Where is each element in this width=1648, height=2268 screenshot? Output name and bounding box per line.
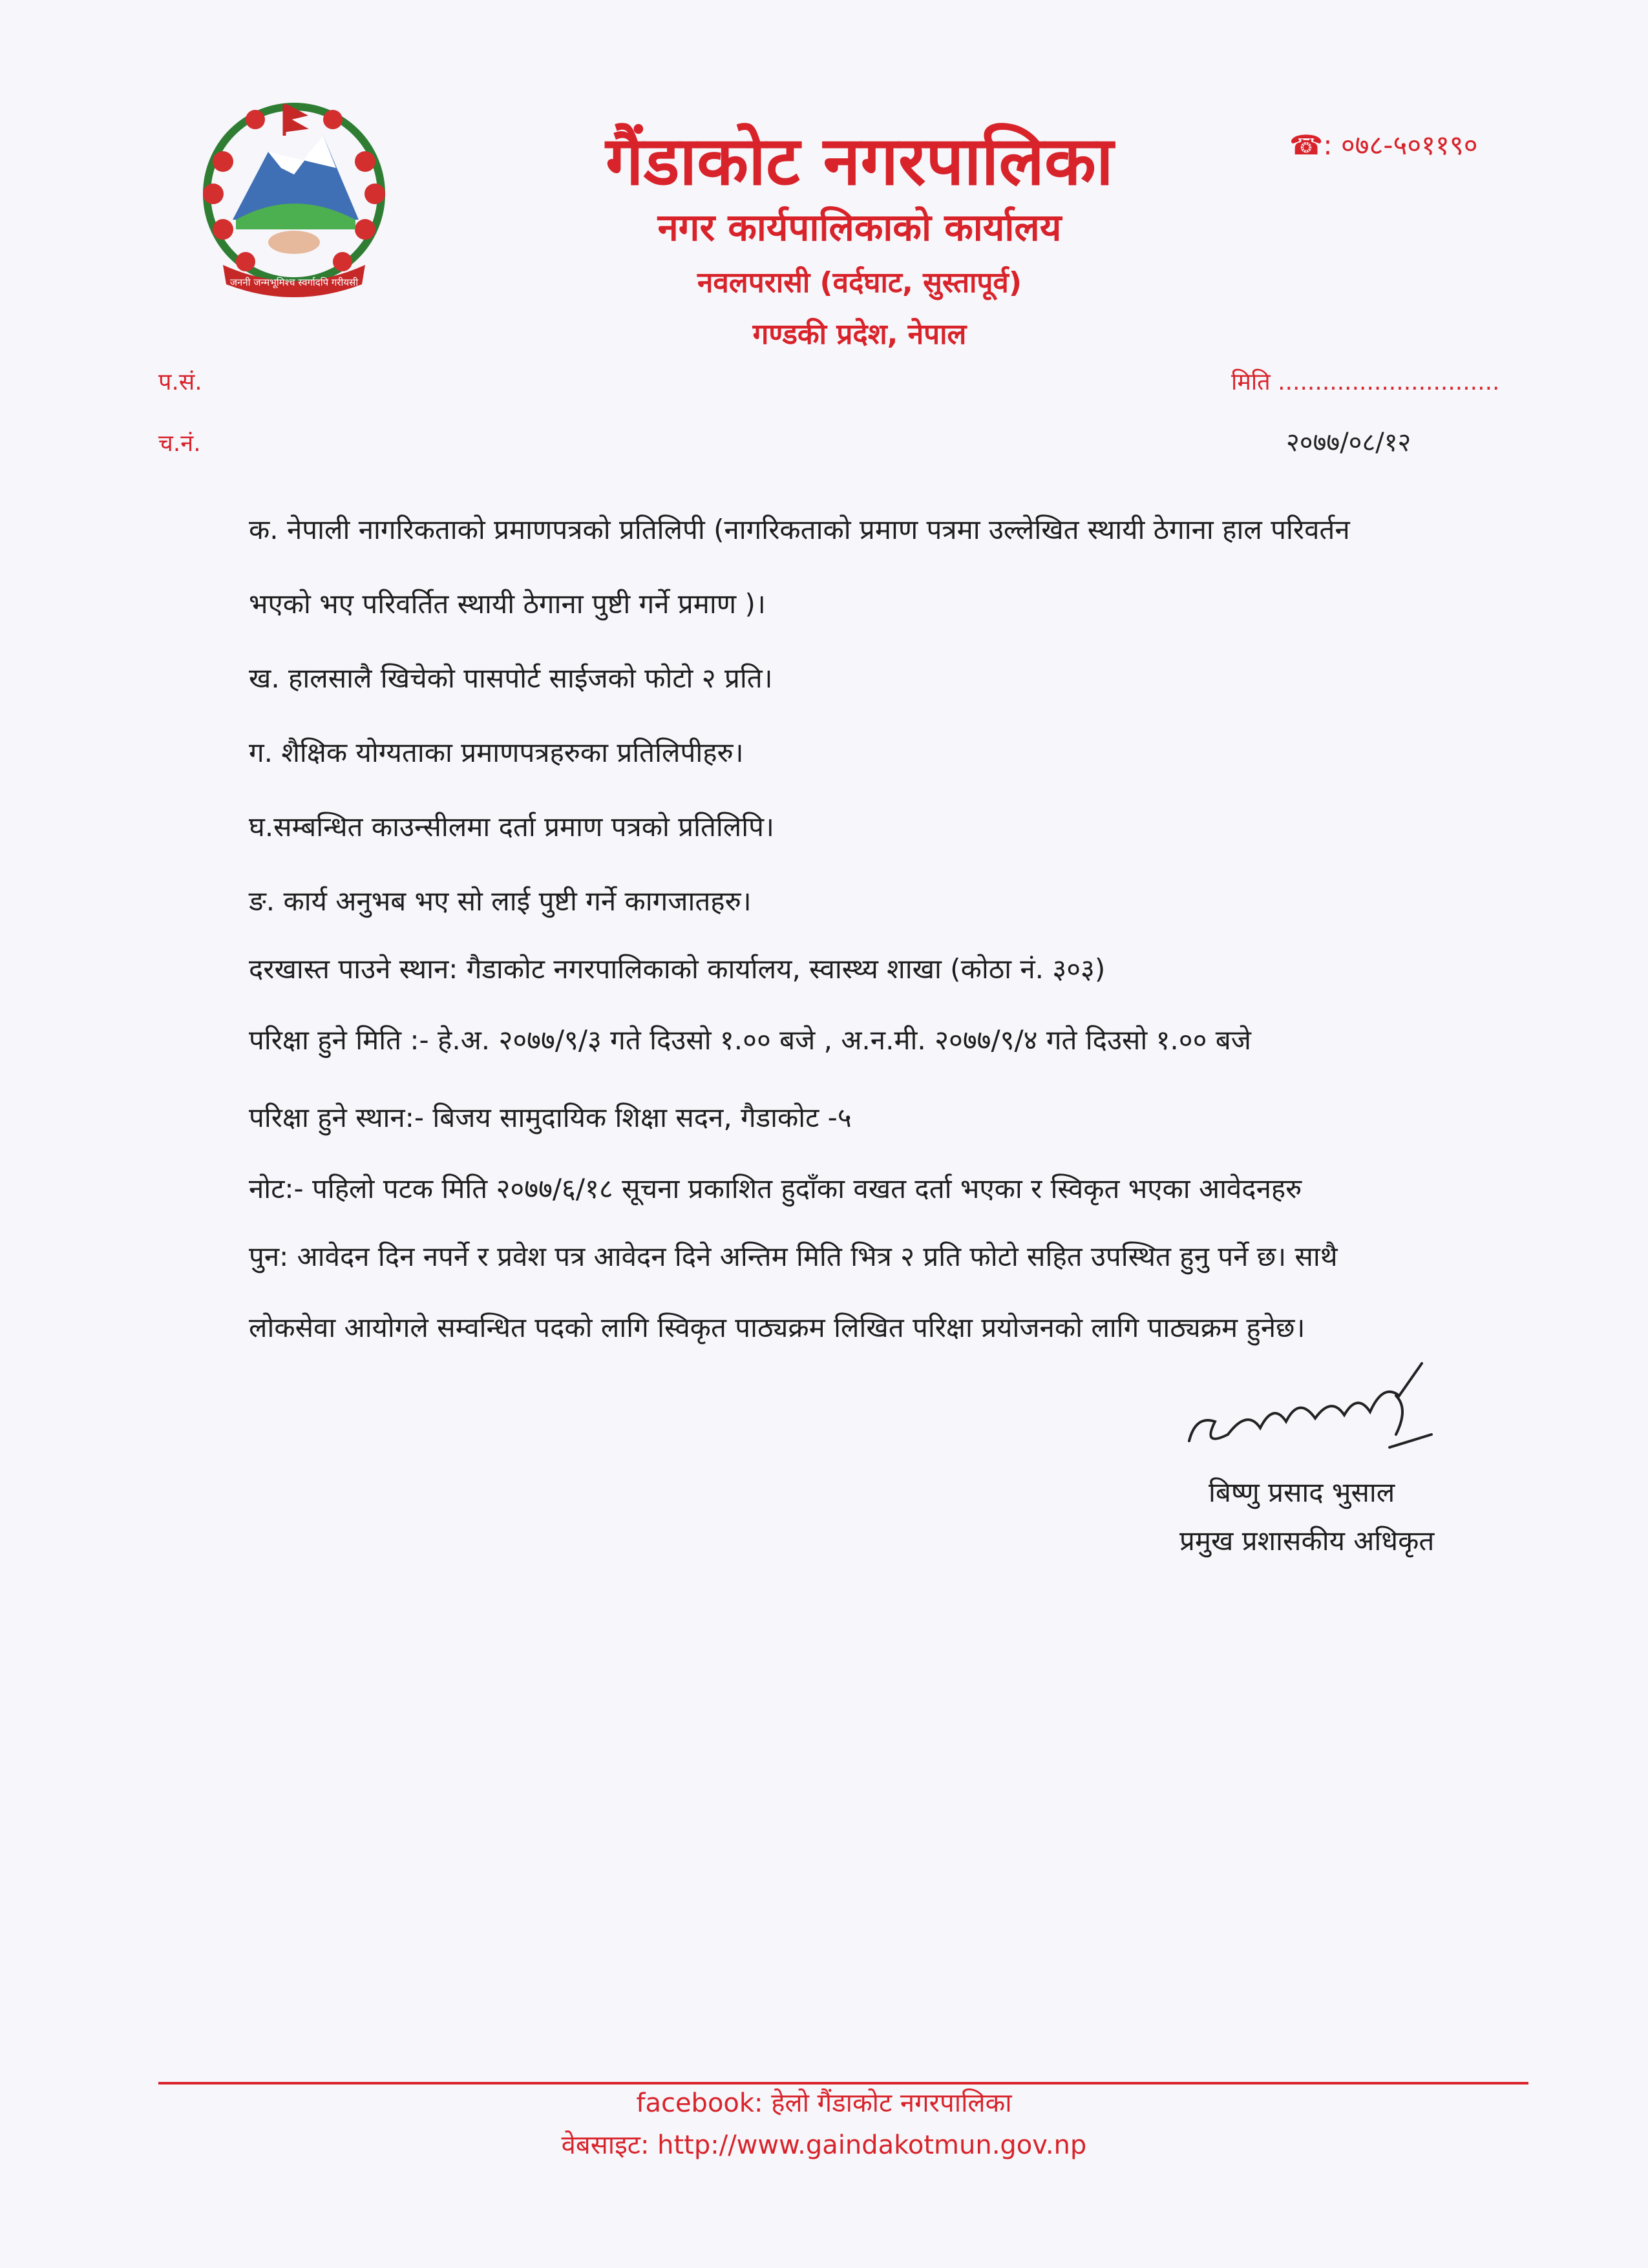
body-line: दरखास्त पाउने स्थान: गैडाकोट नगरपालिकाको कार्यालय, स्वास्थ्य शाखा (कोठा नं. ३०३) — [249, 953, 1106, 985]
office-title: गैंडाकोट नगरपालिका — [606, 121, 1114, 200]
nepal-emblem-logo — [184, 90, 404, 304]
miti-label: मिति — [1231, 369, 1271, 395]
body-line: नोट:- पहिलो पटक मिति २०७७/६/१८ सूचना प्रकाशित हुदाँका वखत दर्ता भएका र स्विकृत भएका आवेदनहरु — [249, 1173, 1302, 1204]
body-line: ङ. कार्य अनुभब भए सो लाई पुष्टी गर्ने कागजातहरु। — [249, 885, 752, 917]
body-line: परिक्षा हुने मिति :- हे.अ. २०७७/९/३ गते दिउसो १.०० बजे , अ.न.मी. २०७७/९/४ गते दिउसो १.०० बजे — [249, 1024, 1251, 1056]
body-line: परिक्षा हुने स्थान:- बिजय सामुदायिक शिक्षा सदन, गैडाकोट -५ — [249, 1102, 852, 1133]
footer-facebook: facebook: हेलो गैंडाकोट नगरपालिका — [636, 2088, 1012, 2118]
handwritten-signature — [1176, 1357, 1448, 1467]
miti-dots: .............................. — [1278, 369, 1500, 395]
signatory-name: बिष्णु प्रसाद भुसाल — [1209, 1476, 1395, 1508]
phone-number: : ०७८-५०११९० — [1323, 129, 1478, 161]
office-province: गण्डकी प्रदेश, नेपाल — [752, 318, 967, 351]
signatory-designation: प्रमुख प्रशासकीय अधिकृत — [1179, 1525, 1435, 1557]
body-line: लोकसेवा आयोगले सम्वन्धित पदको लागि स्विकृत पाठ्यक्रम लिखित परिक्षा प्रयोजनको लागि पाठ्यक्रम हुनेछ। — [249, 1312, 1305, 1343]
patra-sankhya-label: प.सं. — [158, 369, 202, 395]
body-line: पुन: आवेदन दिन नपर्ने र प्रवेश पत्र आवेदन दिने अन्तिम मिति भित्र २ प्रति फोटो सहित उपस्थित हुनु पर्ने छ। साथै — [249, 1241, 1338, 1272]
body-line: घ.सम्बन्धित काउन्सीलमा दर्ता प्रमाण पत्रको प्रतिलिपि। — [249, 811, 774, 843]
chalani-number-label: च.नं. — [158, 430, 201, 457]
body-line: क. नेपाली नागरिकताको प्रमाणपत्रको प्रतिलिपी (नागरिकताको प्रमाण पत्रमा उल्लेखित स्थायी ठेगाना हाल परिवर्तन — [249, 514, 1350, 545]
office-subtitle: नगर कार्यपालिकाको कार्यालय — [657, 205, 1062, 249]
body-line: भएको भए परिवर्तित स्थायी ठेगाना पुष्टी गर्ने प्रमाण )। — [249, 588, 766, 620]
letter-date: २०७७/०८/१२ — [1286, 428, 1411, 457]
body-line: ग. शैक्षिक योग्यताका प्रमाणपत्रहरुका प्रतिलिपीहरु। — [249, 737, 744, 768]
body-line: ख. हालसालै खिचेको पासपोर्ट साईजको फोटो २ प्रति। — [249, 662, 773, 694]
miti-field — [1231, 365, 1499, 397]
footer-website: वेबसाइट: http://www.gaindakotmun.gov.np — [561, 2130, 1087, 2160]
office-phone — [1289, 126, 1478, 163]
telephone-icon: ☎ — [1289, 129, 1324, 161]
emblem-motto: जननी जन्मभूमिश्च स्वर्गादपि गरीयसी — [229, 277, 359, 288]
office-address: नवलपरासी (वर्दघाट, सुस्तापूर्व) — [697, 266, 1022, 299]
